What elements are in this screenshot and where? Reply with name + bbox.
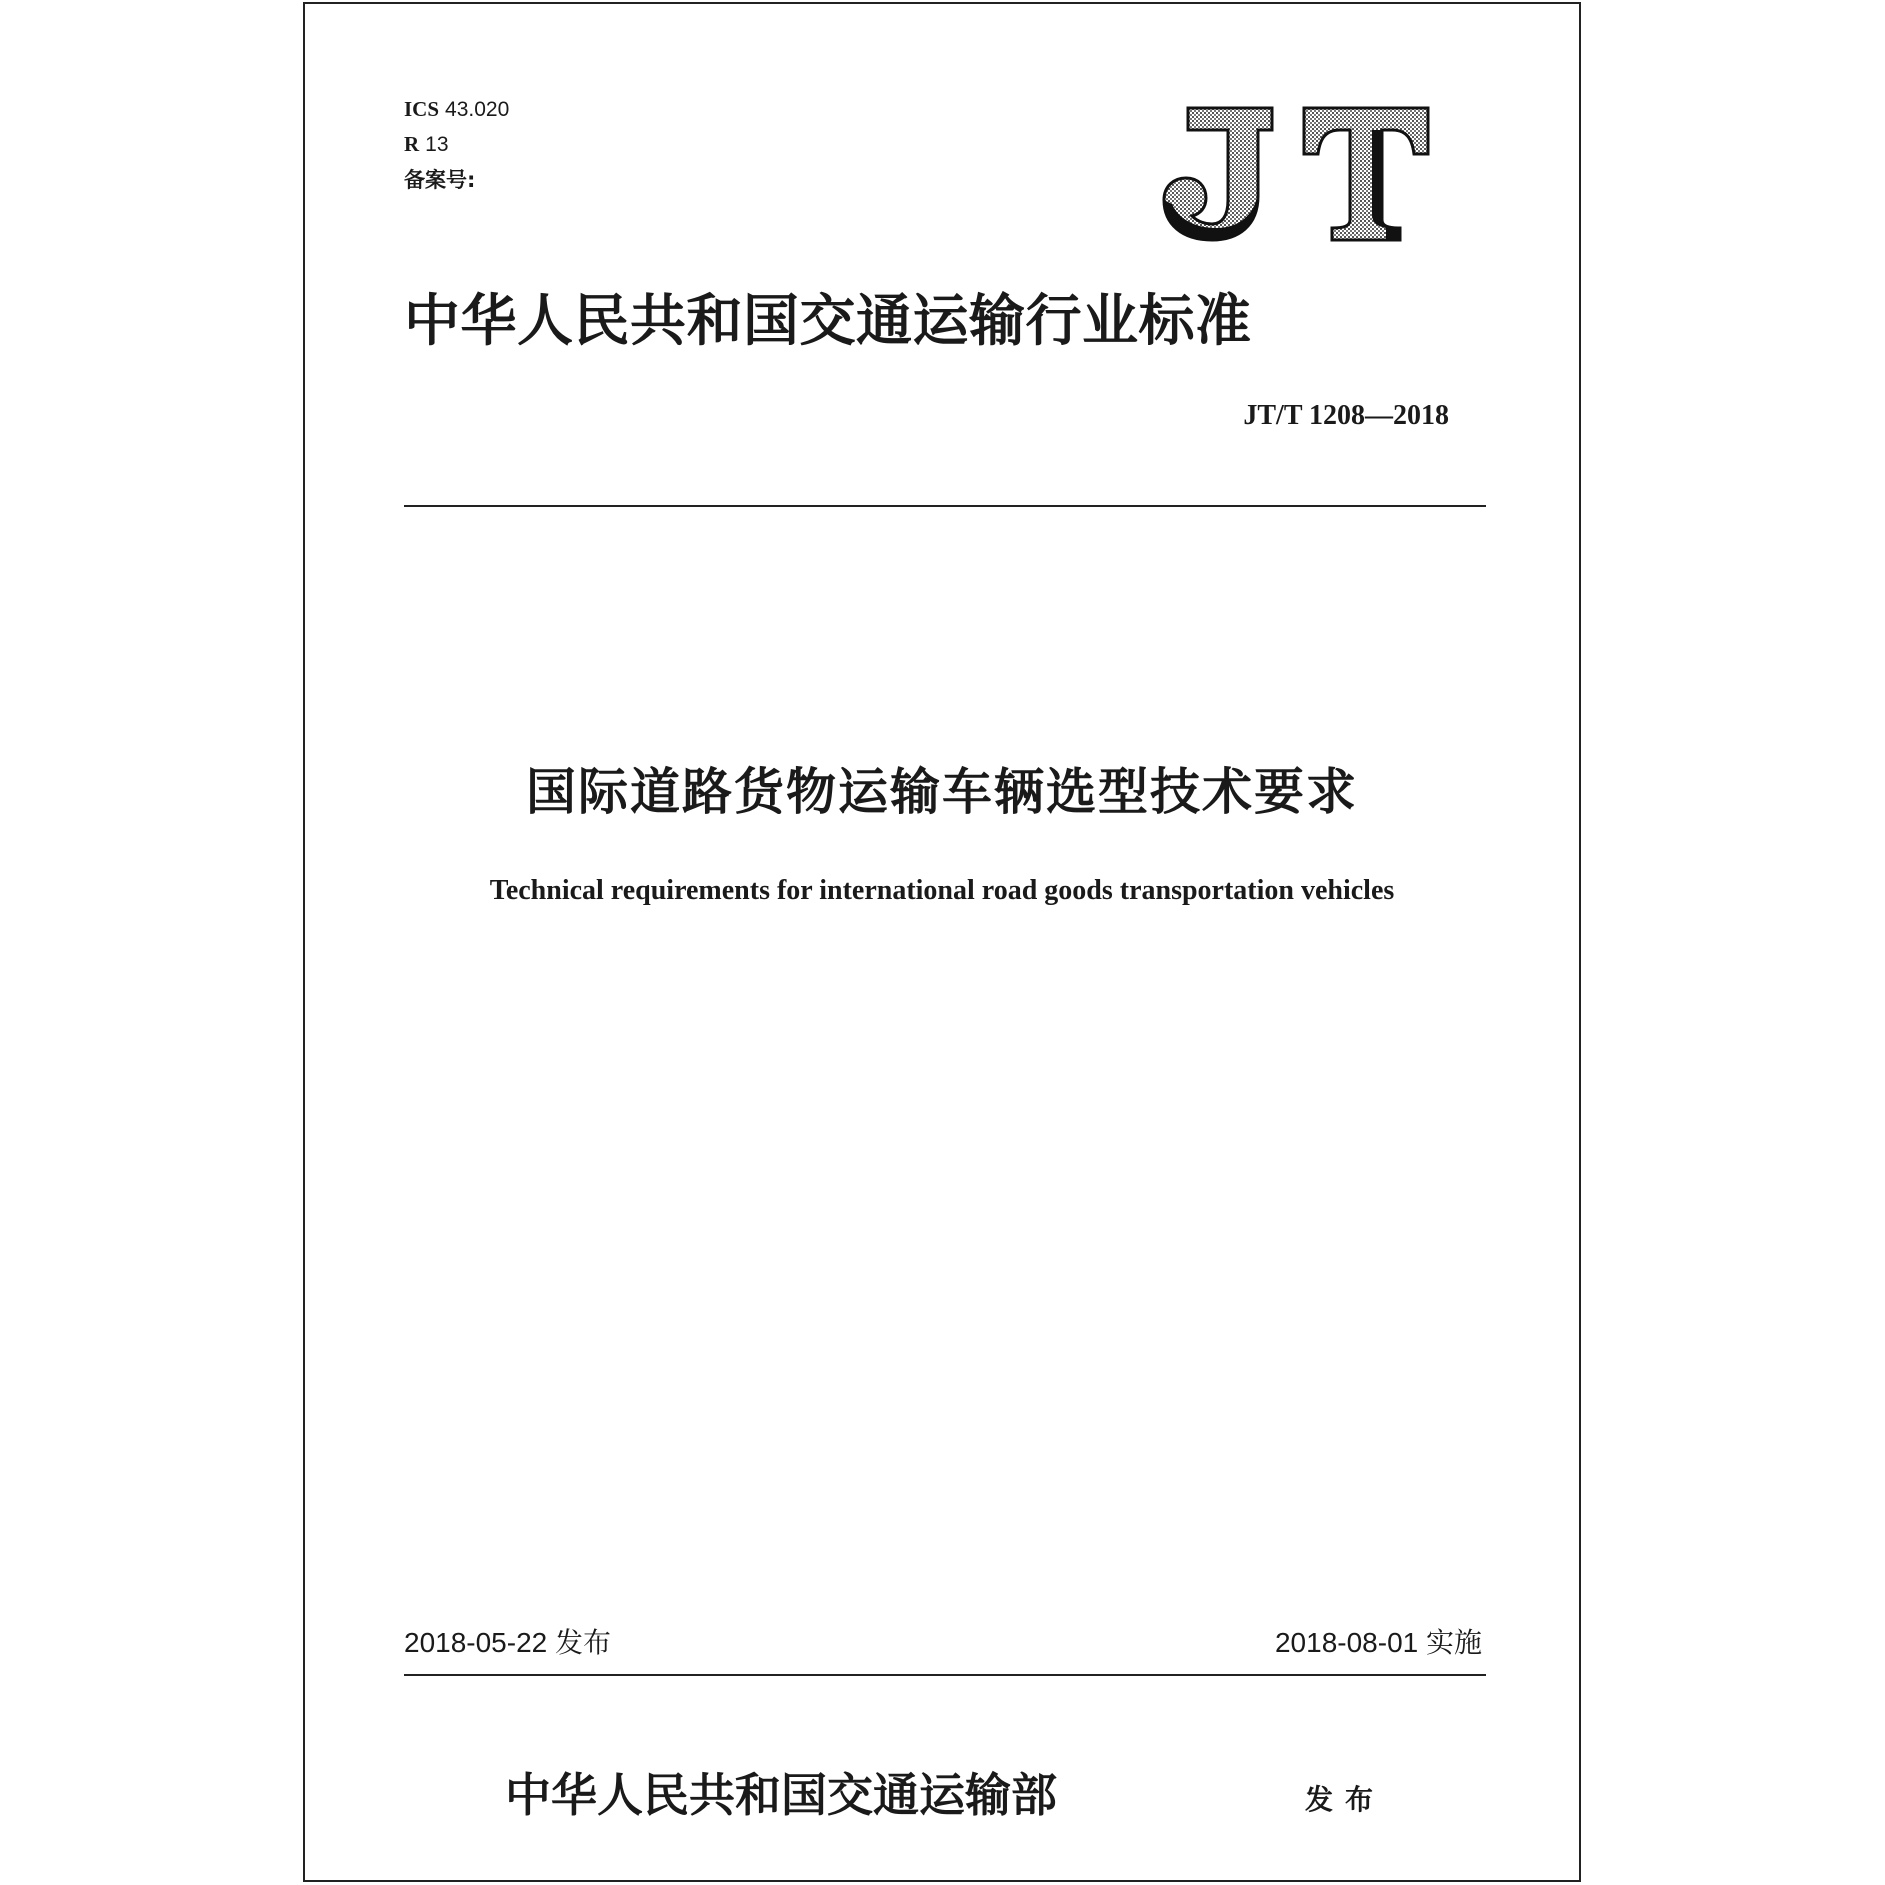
standard-code: JT/T 1208—2018 <box>1243 400 1449 431</box>
publisher-suffix: 发布 <box>1305 1783 1386 1816</box>
bottom-divider <box>404 1674 1486 1676</box>
registration-number-label: 备案号: <box>404 168 476 192</box>
ics-classification <box>404 99 509 120</box>
standard-cover-page <box>303 2 1581 1882</box>
r-value: 13 <box>425 133 449 156</box>
r-classification <box>404 134 449 155</box>
top-divider <box>404 505 1486 507</box>
implementation-date: 2018-08-01 实施 <box>1274 1627 1482 1658</box>
document-title-english: Technical requirements for international road goods transportation vehicles <box>489 875 1395 906</box>
ics-value: 43.020 <box>445 98 510 121</box>
document-title-chinese: 国际道路货物运输车辆选型技术要求 <box>526 763 1358 821</box>
r-label: R <box>404 132 420 156</box>
issue-date: 2018-05-22 发布 <box>404 1627 612 1658</box>
jt-logo-icon <box>1160 104 1432 244</box>
publisher-name: 中华人民共和国交通运输部 <box>505 1768 1057 1822</box>
standard-category-title: 中华人民共和国交通运输行业标准 <box>404 288 1252 354</box>
ics-label: ICS <box>404 97 440 121</box>
